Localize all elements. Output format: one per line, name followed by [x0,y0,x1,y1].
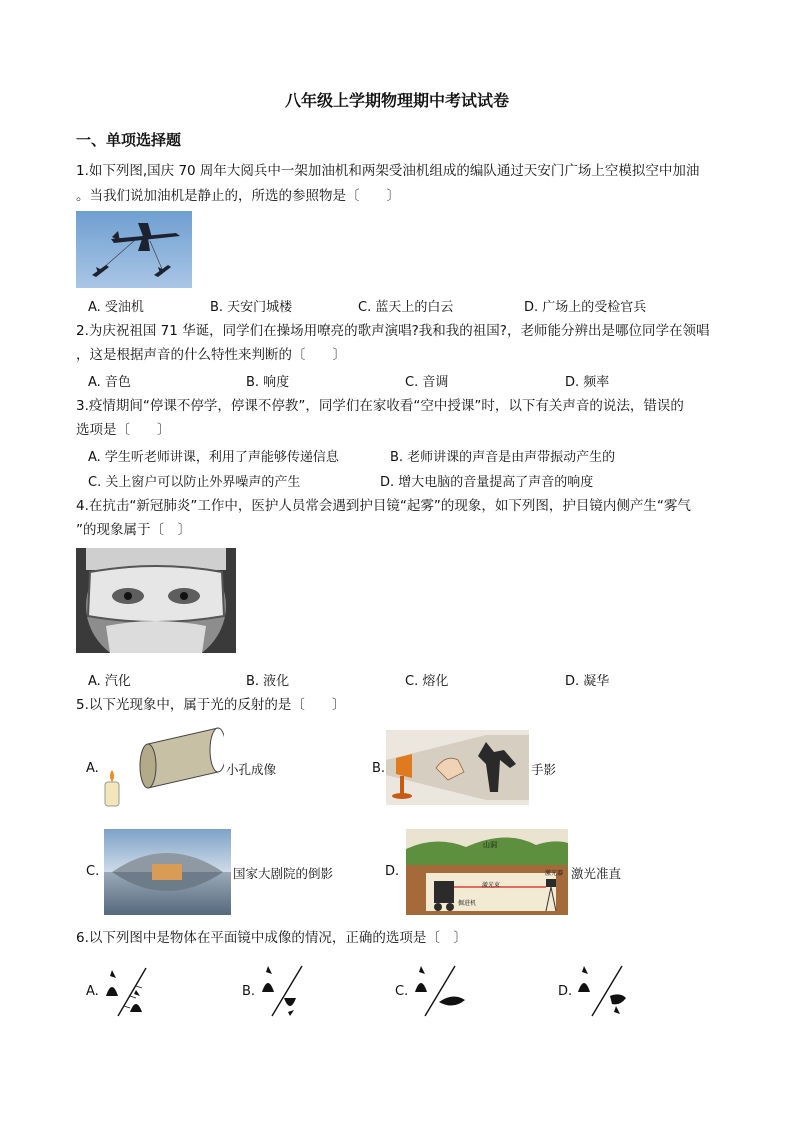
q6-option-c-mirror-figure [409,962,469,1018]
pinhole-camera-image [100,720,224,812]
q4-option-a[interactable]: A. 汽化 [88,674,131,689]
q3-option-d[interactable]: D. 增大电脑的音量提高了声音的响度 [380,475,594,490]
q3-option-a[interactable]: A. 学生听老师讲课，利用了声能够传递信息 [88,450,339,465]
q5-option-d-label: 激光准直 [571,866,622,881]
q5-option-d-letter[interactable]: D. [385,864,400,879]
q1-option-d[interactable]: D. 广场上的受检官兵 [524,300,647,315]
question-5-line-1: 5.以下光现象中，属于光的反射的是〔 〕 [76,697,346,713]
question-4-line-1: 4.在抗击“新冠肺炎”工作中，医护人员常会遇到护目镜“起雾”的现象，如下列图，护目镜内侧产生“雾气 [76,498,691,514]
question-1-line-2: 。当我们说加油机是静止的，所选的参照物是〔 〕 [76,188,400,204]
grand-theatre-reflection-image [104,829,231,915]
question-3-line-1: 3.疫情期间“停课不停学，停课不停教”，同学们在家收看“空中授课”时，以下有关声音的说法，错误的 [76,398,684,414]
page-title: 八年级上学期物理期中考试试卷 [284,91,509,110]
q4-option-d[interactable]: D. 凝华 [565,674,610,689]
q5-option-b-label: 手影 [531,762,557,777]
q5-option-b-letter[interactable]: B. [372,761,386,776]
q6-option-d-letter[interactable]: D. [558,984,573,999]
q2-option-c[interactable]: C. 音调 [405,375,449,390]
q6-option-d-mirror-figure [572,962,632,1018]
q5-option-c-letter[interactable]: C. [86,864,100,879]
laser-label-laser: 激光器 [545,870,564,877]
q5-option-a-letter[interactable]: A. [86,761,99,776]
q4-option-c[interactable]: C. 熔化 [405,674,449,689]
question-4-line-2: ”的现象属于〔 〕 [76,522,191,538]
q6-option-a-mirror-figure [100,962,152,1018]
question-1-line-1: 1.如下列图,国庆 70 周年大阅兵中一架加油机和两架受油机组成的编队通过天安门广场上空模拟空中加油 [76,163,700,179]
hand-shadow-image [386,730,529,805]
refueling-aircraft-image [76,211,192,288]
q5-option-a-label: 小孔成像 [226,762,277,777]
q5-option-c-label: 国家大剧院的倒影 [233,866,334,881]
goggles-photo [76,548,236,653]
q6-option-a-letter[interactable]: A. [86,984,99,999]
question-3-line-2: 选项是〔 〕 [76,422,171,438]
q1-option-b[interactable]: B. 天安门城楼 [210,300,293,315]
q2-option-a[interactable]: A. 音色 [88,375,131,390]
q6-option-b-letter[interactable]: B. [242,984,256,999]
q6-option-b-mirror-figure [256,962,308,1018]
q4-option-b[interactable]: B. 液化 [246,674,290,689]
q2-option-b[interactable]: B. 响度 [246,375,290,390]
q3-option-c[interactable]: C. 关上窗户可以防止外界噪声的产生 [88,475,301,490]
q2-option-d[interactable]: D. 频率 [565,375,610,390]
question-2-line-1: 2.为庆祝祖国 71 华诞，同学们在操场用嘹亮的歌声演唱?我和我的祖国?，老师能分辨出是哪位同学在领唱 [76,323,710,339]
laser-label-beam: 激光束 [482,882,501,889]
laser-label-tbm: 掘进机 [458,900,477,907]
q1-option-c[interactable]: C. 蓝天上的白云 [358,300,454,315]
q3-option-b[interactable]: B. 老师讲课的声音是由声带振动产生的 [390,450,616,465]
q6-option-c-letter[interactable]: C. [395,984,409,999]
question-6-line-1: 6.以下列图中是物体在平面镜中成像的情况，正确的选项是〔 〕 [76,930,467,946]
q1-option-a[interactable]: A. 受油机 [88,300,144,315]
question-2-line-2: ，这是根据声音的什么特性来判断的〔 〕 [76,347,346,363]
laser-label-tunnel: 山洞 [483,841,497,849]
section-heading: 一、单项选择题 [76,131,182,149]
